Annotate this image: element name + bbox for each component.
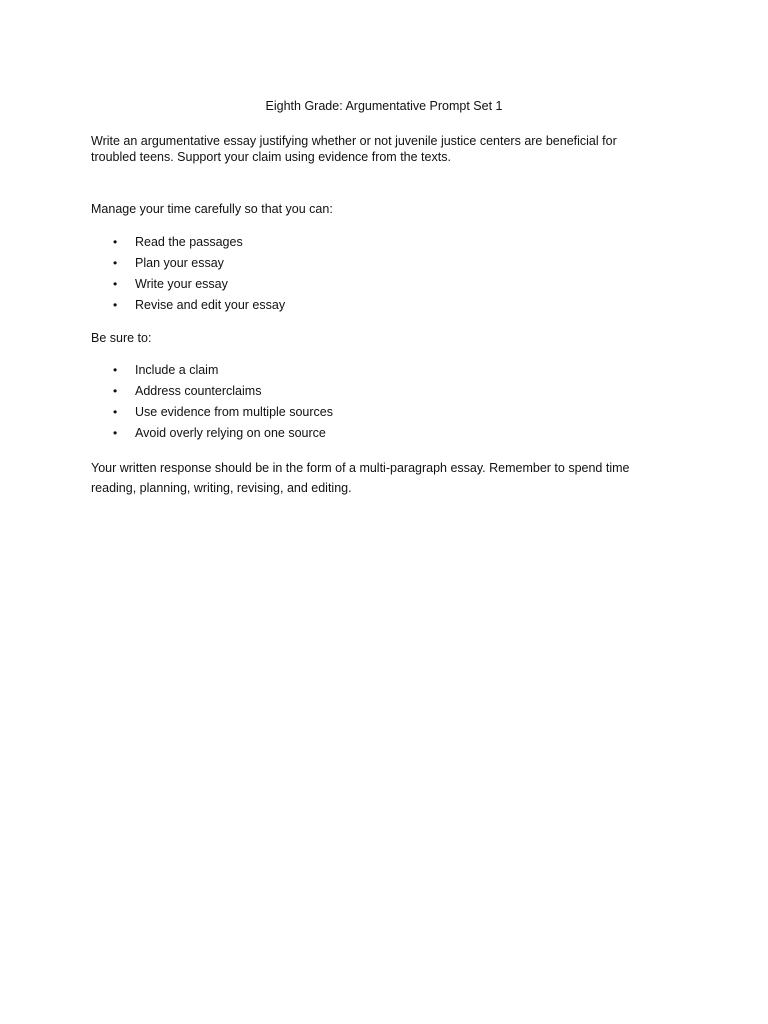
list-item-label: Use evidence from multiple sources (135, 405, 333, 419)
list-item (91, 402, 651, 423)
intro-paragraph: Write an argumentative essay justifying whether or not juvenile justice centers are beneficial for troubled teens. Support your claim using evidence from the texts. (91, 134, 617, 164)
list-item-label: Address counterclaims (135, 384, 262, 398)
manage-list (91, 232, 651, 316)
list-item (91, 295, 651, 316)
list-item (91, 232, 651, 253)
bullet-icon: • (113, 363, 118, 377)
list-item-label: Write your essay (135, 277, 228, 291)
bullet-icon: • (113, 426, 118, 440)
list-item-label: Plan your essay (135, 256, 224, 270)
besure-list (91, 360, 651, 444)
list-item (91, 274, 651, 295)
bullet-icon: • (113, 405, 118, 419)
bullet-icon: • (113, 235, 118, 249)
bullet-icon: • (113, 256, 118, 270)
list-item (91, 360, 651, 381)
list-item-label: Read the passages (135, 235, 243, 249)
closing-paragraph: Your written response should be in the form of a multi-paragraph essay. Remember to spend time reading, planning, writing, revising, and editing. (91, 461, 630, 495)
list-item (91, 423, 651, 444)
list-item (91, 253, 651, 274)
list-item-label: Include a claim (135, 363, 219, 377)
bullet-icon: • (113, 384, 118, 398)
manage-heading: Manage your time carefully so that you can: (91, 202, 333, 216)
list-item-label: Revise and edit your essay (135, 298, 286, 312)
list-item-label: Avoid overly relying on one source (135, 426, 326, 440)
document-title: Eighth Grade: Argumentative Prompt Set 1 (265, 99, 503, 113)
list-item (91, 381, 651, 402)
bullet-icon: • (113, 277, 118, 291)
bullet-icon: • (113, 298, 118, 312)
besure-heading: Be sure to: (91, 331, 152, 345)
